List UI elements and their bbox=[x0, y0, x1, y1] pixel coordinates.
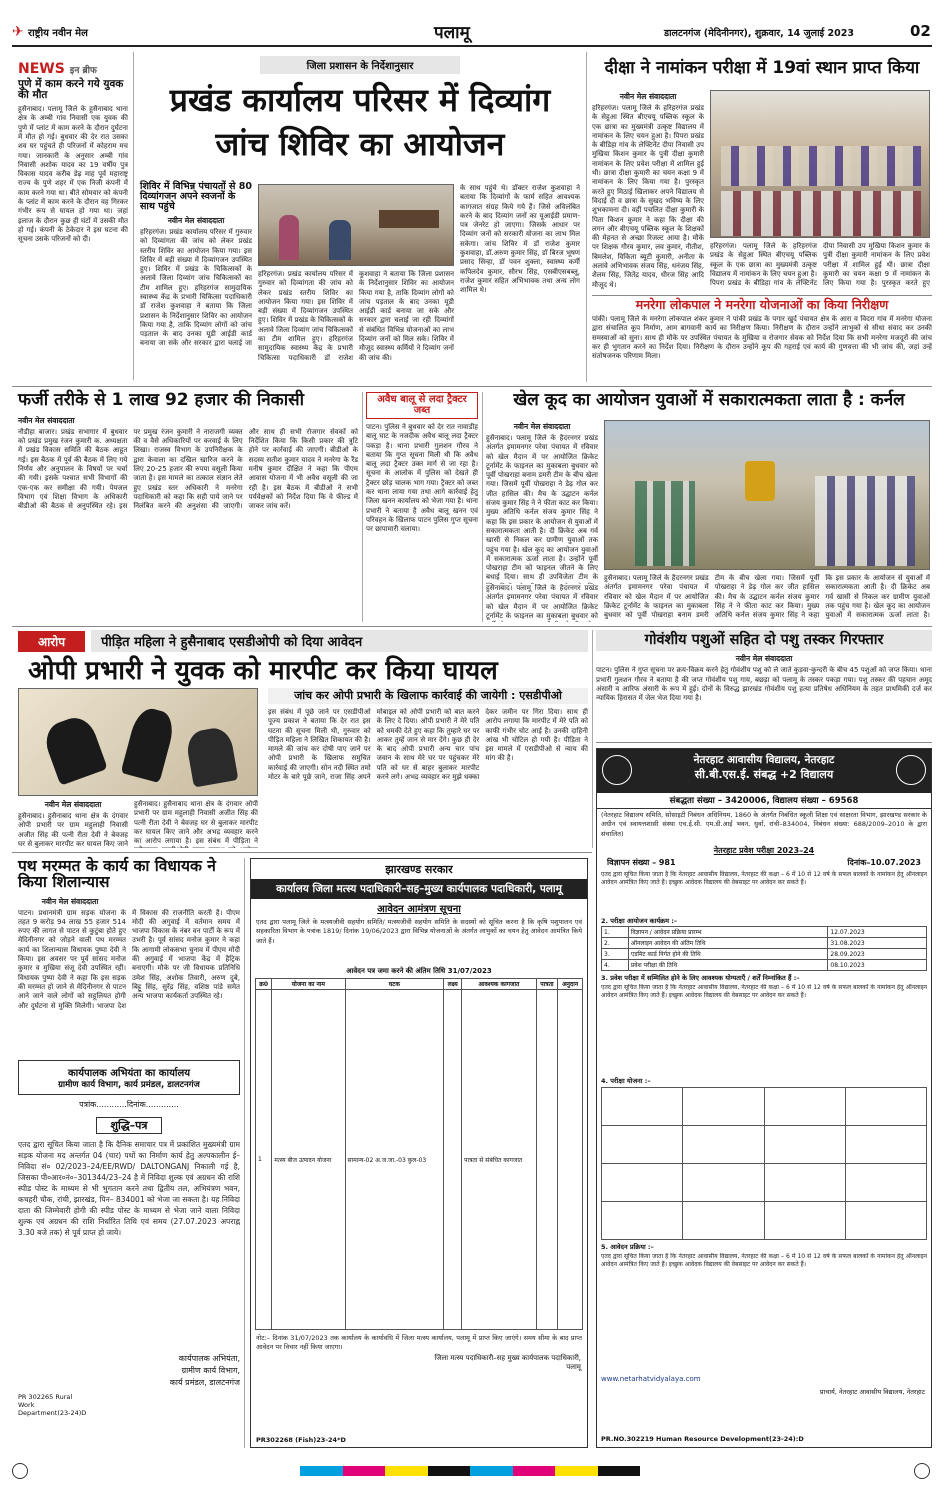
cattle-body: पाटन। पुलिस ने गुप्त सूचना पर क्रय-विक्रय करने हेतु गोवंशीय पशु को ले जाते कुड़वा-कुन्दरी के बीच 45 पशुओं को जप्त किया। थाना प्रभारी गुलशन गौरव ने बताया है की जप्त गोवंशीय पशु गाय, बछड़ा को पलामू के तस्कर पकड़ा गया। पशु तस्कर की पहचान अमूद अंसारी व आरिफ अंसारी के रूप में हुई। दोनों के विरुद्ध झारखंड गोवंशीय पशु हत्या प्रतिषेध अधिनियम के तहत प्राथमिकी दर्ज कर न्यायिक हिरासत में जेल भेज दिया गया है। bbox=[596, 666, 932, 703]
school-section3-body: एतद द्वारा सूचित किया जाता है कि नेतरहाट आवासीय विद्यालय, नेतरहाट की कक्षा – 6 में 10 से 12 वर्ष के सफल बालकों के नामांकन हेतु ऑनलाइन आवेदन आमंत्रित किए जाते हैं। इच्छुक आवेदक विद्यालय की वेबसाइट पर आवेदन कर सकते हैं। bbox=[601, 984, 927, 999]
fraud-body: नौडीहा बाजार। प्रखंड सभागार में बुधवार को प्रखंड प्रमुख रंजन कुमारी क. अध्यक्षता में प्रखंड विकास समिति की बैठक आहूत गई। इस बैठक में पूर्व की बैठक में लिए गये निर्णय और अनुपालन के विषयों पर चर्चा की गयी। इसके पश्चात सभी विभागों की एक-एक कर समीक्षा की गयी। पेयजल विभाग एवं शिक्षा विभाग के अधिकारी बीडीओ की बैठक से अनुपस्थित रहे। इस पर प्रमुख रंजन कुमारी ने नाराजगी व्यक्त की व वैसे अधिकारियों पर करवाई के लिए लिखा। राजस्व विभाग के उपनिरीक्षक के द्वारा केवाला का दखिल खारिज करने के लिए 20-25 हजार की रुपया वसूली किया जाता है। इस मामले का तत्काल संज्ञान लेते हुए प्रखंड स्तर अधिकारी ने मनरेगा पदाधिकारी को कहा कि सही पाये जाने पर निलंबित करने की अनुशंसा की जाएगी। और साथ ही सभी रोजगार सेवकों को निर्देशित किया कि किसी प्रकार की त्रुटि होने पर कार्रवाई की जाएगी। बीडीओ के सदस्य सतीश कुमार यादव ने मनरेगा के रैंड मनीष कुमार दीक्षित ने कहा कि पीएम आवास योजना में भी अवैध वसूली की जा रही है। इस बैठक में बीडीओ ने सभी पर्यवेक्षकों को निर्देश दिया कि वे फील्ड में जाकर जांच करें। bbox=[18, 427, 358, 511]
rural-sign-2: ग्रामीण कार्य विभाग, bbox=[181, 1366, 240, 1375]
rural-body: एतद द्वारा सूचित किया जाता है कि दैनिक समाचार पत्र में प्रकाशित मुख्यमंत्री ग्राम सड़क योजना मद अन्तर्गत 04 (चार) पथों का निर्माण कार्य हेतु अल्पकालीन ई–निविदा सं० 02/2023–24/EE/RWD/ DALTONGANJ निकाली गई है, जिसका पी०आर०नं०–301344/23–24 है में निविदा शुल्क एवं अग्रधन की राशि स्पीड पोस्ट के माध्यम से भी भुगतान करने तथा द्वितीय तल, अभियंत्रण भवन, कचहरी चौक, रांची, झारखंड, पिन– 834001 को भेजा जा सकता है। यह निविदा दाता की जिम्मेवारी होगी की स्पीड पोस्ट के माध्यम से भेजा जाने वाला निविदा शुल्क एवं अग्रधन की राशि निर्धारित तिथि एवं समय (27.07.2023 अपराह्न 3.30 बजे तक) से पूर्व प्राप्त हो जाये। bbox=[18, 1140, 240, 1237]
cattle-byline: नवीन मेल संवाददाता bbox=[735, 654, 793, 664]
rural-title: शुद्धि–पत्र bbox=[96, 1117, 163, 1134]
camp-body-col1: हरिहरगंज। प्रखंड कार्यालय परिसर में गुरुवार को दिव्यांगता की जांच को लेकर प्रखंड स्तरीय शिविर का आयोजन किया गया। इस शिविर में बड़ी संख्या में दिव्यांगजन उपस्थित हुए। शिविर में प्रखंड के चिकित्सकों के अलावे जिला दिव्यांग जांच चिकित्सकों का टीम शामिल हुए। हरिहरगंज सामुदायिक स्वास्थ्य केंद्र के प्रभारी चिकित्सा पदाधिकारी डॉ राजेश कुशवाहा ने बताया कि जिला प्रशासन के निर्देशानुसार शिविर का आयोजन किया गया है, ताकि दिव्यांग लोगों को जांच पड़ताल के बाद उनका यूडी आईडी कार्ड बनाया जा सके और सरकार द्वारा चलाई जा bbox=[140, 227, 252, 348]
camp-byline: नवीन मेल संवाददाता bbox=[167, 215, 225, 225]
sports-body-col1: हुसैनाबाद। पलामू जिले के हैदरनगर प्रखंड अंतर्गत इमामनगर परेवा पंचायत में रविवार को खेल मैदान में पर आयोजित क्रिकेट टूर्नामेंट के फाइनल का मुकाबला बुधवार को पूर्वी पोखराहा बनाम डमरी टीम के बीच खेला गया। जिसमें पूर्वी पोखराहा ने डेढ़ गोल कर जीत हासिल की। मैच के उद्घाटन कर्नल संजय कुमार सिंह ने ने फीता काट कर किया। मुख्य अतिथि कर्नल संजय कुमार सिंह ने कहा कि इस प्रकार के आयोजन से युवाओं में सकारात्मकता आती है। दी क्रिकेट अब गर्व खासी से निकल कर ग्रामीण युवाओं तक पहुंच गया है। खेल कूद का आयोजन युवाओं में सकारात्मक ऊर्जा लाता है। उन्होंने पूर्वी पोखराहा टीम को फाइनल जीतने के लिए बधाई दिया। साथ ही उपविजेता टीम के bbox=[486, 434, 598, 582]
camp-body-col3: के साथ पहुंचे थे। डॉक्टर राजेश कुशवाहा ने बताया कि दिव्यांगों के फार्म सहित आवश्यक कागजात संग्रह किये गये हैं। जिसे अविलंबित करने के बाद दिव्यांग जनों का यूआईडी प्रमाण-पत्र जेनरेट हो जाएगा। जिसके आधार पर दिव्यांग जनों को सरकारी योजना का लाभ मिल सकेगा। जांच शिविर में डॉ राजेश कुमार कुशवाहा, डॉ.अरुण कुमार सिंह, डॉ बिरज भूषण प्रसाद सिन्हा, डॉ पवन शुक्ला, स्वास्थ्य कर्मी कपिलदेव कुमार, सौरभ सिंह, एसबीएसबब्लू, राजेश कुमार सहित अभिभावक तथा अन्य लोग शामिल थे। bbox=[460, 184, 580, 295]
diksha-body-col1: हरिहरगंज। पलामू जिले के हरिहरगंज प्रखंड के सेहुआ स्थित बीएचयू पब्लिक स्कूल के एक छात्रा का मुख्यमंत्री उत्कृष्ट विद्यालय में नामांकन के लिए चयन हुआ है। पिपरा प्रखंड के बीडिहा गांव के लेफ्टिनेंट दीपा निवासी उप मुखिया किशन कुमार के पुत्री दीक्षा कुमारी नामांकन के लिए प्रवेश परीक्षा में शामिल हुई थी। छात्रा दीक्षा कुमारी का चयन कक्षा 9 में नामांकन के लिए किया गया है। पुरस्कृत करते हुए मिठाई खिलाकर अपने विद्यालय से विदाई दी व छात्रा के सुखद भविष्य के लिए शुभकामना दी। वहीं पचलित दीक्षा कुमारी के पिता किशन कुमार ने कहा कि दीक्षा की लगन और बीएचयू पब्लिक स्कूल के शिक्षकों की मेहनत से अच्छा रिजल्ट आया है। मौके पर शिक्षक गौरव कुमार, लव कुमार, नीतीश, बिमलेश, विकिता ब्यूटी कुमारी, अनीता के अलावे अभिभावक संजय सिंह, धनंजय सिंह, शैलम सिंह, जितेंद्र यादव, धीरज सिंह आदि मौजूद थे। bbox=[592, 104, 704, 289]
sports-story bbox=[486, 392, 932, 622]
camp-photo bbox=[258, 184, 454, 266]
camp-kicker: जिला प्रशासन के निर्देशानुसार bbox=[260, 56, 460, 74]
rural-letter-line: पत्रांक............दिनांक............. bbox=[79, 1100, 179, 1109]
op-kicker: पीड़ित महिला ने हुसैनाबाद एसडीओपी को दिया आवेदन bbox=[91, 630, 588, 652]
fish-govt: झारखण्ड सरकार bbox=[385, 863, 453, 876]
page-number: 02 bbox=[910, 22, 931, 40]
mgnrega-story bbox=[592, 298, 932, 382]
cattle-story bbox=[596, 630, 932, 738]
camp-body-col2: हरिहरगंज। प्रखंड कार्यालय परिसर में गुरुवार को दिव्यांगता की जांच को लेकर प्रखंड स्तरीय शिविर का आयोजन किया गया। इस शिविर में बड़ी संख्या में दिव्यांगजन उपस्थित हुए। शिविर में प्रखंड के चिकित्सकों के अलावे जिला दिव्यांग जांच चिकित्सकों का टीम शामिल हुए। हरिहरगंज सामुदायिक स्वास्थ्य केंद्र के प्रभारी चिकित्सा पदाधिकारी डॉ राजेश कुशवाहा ने बताया कि जिला प्रशासन के निर्देशानुसार शिविर का आयोजन किया गया है, ताकि दिव्यांग लोगों को जांच पड़ताल के बाद उनका यूडी आईडी कार्ड बनाया जा सके और सरकार द्वारा चलाई जा रही दिव्यांगों से संबंधित विभिन्न योजनाओं का लाभ दिव्यांग जनों को मिल सके। शिविर में मौजूद स्वास्थ्य कर्मियों ने दिव्यांग जनों की जांच की। bbox=[258, 270, 454, 362]
diksha-headline: दीक्षा ने नामांकन परीक्षा में 19वां स्थान प्राप्त किया bbox=[604, 58, 920, 78]
op-subhead: जांच कर ओपी प्रभारी के खिलाफ कार्रवाई की जायेगी : एसडीपीओ bbox=[268, 688, 588, 704]
school-title2: सी.बी.एस.ई. संबद्ध +2 विद्यालय bbox=[694, 768, 834, 781]
school-crest-icon bbox=[896, 755, 926, 785]
diksha-photo bbox=[710, 90, 930, 238]
registration-mark-icon bbox=[914, 1463, 930, 1479]
fraud-byline: नवीन मेल संवाददाता bbox=[18, 415, 75, 425]
op-byline: नवीन मेल संवाददाता bbox=[44, 800, 102, 809]
school-pr: PR.NO.302219 Human Resource Development(23-24):D bbox=[601, 1435, 804, 1443]
school-exam: नेतरहाट प्रवेश परीक्षा 2023–24 bbox=[713, 846, 815, 855]
op-body-col2: हुसैनाबाद। हुसैनाबाद थाना क्षेत्र के दंगवार ओपी प्रभारी पर ग्राम महुलाही निवासी अजीत सिंह की पत्नी रीता देवी ने बेवजह घर से बुलाकर मारपीट कर घायल किए जाने और अभद्र व्यवहार करने का आरोप लगाया है। इस संबंध में पीड़िता ने bbox=[134, 800, 258, 846]
rural-sign-1: कार्यपालक अभियंता, bbox=[178, 1354, 240, 1363]
road-story bbox=[18, 858, 240, 1054]
fish-deadline: आवेदन पत्र जमा करने की अंतिम तिथि 31/07/2023 bbox=[346, 967, 492, 975]
op-story bbox=[18, 630, 588, 848]
school-intro: एतद द्वारा सूचित किया जाता है कि नेतरहाट आवासीय विद्यालय, नेतरहाट की कक्षा – 6 में 10 से 12 वर्ष के सफल बालकों के नामांकन हेतु ऑनलाइन आवेदन आमंत्रित किए जाते हैं। इच्छुक आवेदक विद्यालय की वेबसाइट पर आवेदन कर सकते हैं। bbox=[601, 871, 927, 886]
school-org: (नेतरहाट विद्यालय समिति, सोसाइटी निबंधन अधिनियम, 1860 के अंतर्गत निबंधित स्कूली शिक्षा एवं साक्षरता विभाग, झारखण्ड सरकार के अधीन एवं स्वायत्तशासी संस्था एच.ई.सी. एम.डी.आई भवन, धुर्वा, रांची–834004, निबंधन संख्या: 688/2009–2010 के द्वारा संचालित) bbox=[601, 811, 927, 838]
fraud-story bbox=[18, 392, 358, 622]
fish-office: कार्यालय जिला मत्स्य पदाधिकारी–सह–मुख्य कार्यपालक पदाधिकारी, पलामू bbox=[251, 879, 587, 899]
road-byline: नवीन मेल संवाददाता bbox=[41, 896, 99, 906]
paper-name: राष्ट्रीय नवीन मेल bbox=[28, 28, 88, 39]
diksha-body-col2: हरिहरगंज। पलामू जिले के हरिहरगंज प्रखंड के सेहुआ स्थित बीएचयू पब्लिक स्कूल के एक छात्रा का मुख्यमंत्री उत्कृष्ट विद्यालय में नामांकन के लिए चयन हुआ है। पिपरा प्रखंड के बीडिहा गांव के लेफ्टिनेंट दीपा निवासी उप मुखिया किशन कुमार के पुत्री दीक्षा कुमारी नामांकन के लिए प्रवेश परीक्षा में शामिल हुई थी। छात्रा दीक्षा कुमारी का चयन कक्षा 9 में नामांकन के लिए किया गया है। पुरस्कृत करते हुए bbox=[710, 242, 930, 288]
school-ad bbox=[596, 748, 932, 1448]
fish-pr: PR302268 (Fish)23-24*D bbox=[256, 1436, 346, 1444]
news-tag-suffix: इन ब्रीफ bbox=[69, 66, 97, 76]
school-schedule-table: 1. विज्ञापन / आवेदन प्रक्रिया प्रारम्भ 12.07.2023 2. ऑनलाइन आवेदन की अंतिम तिथि 31.08.2023 3. एडमिट कार्ड निर्गत होने की तिथि 28.09.2023 4. प्रवेश परीक्षा की तिथि 08.10.2023 bbox=[601, 926, 927, 971]
masthead bbox=[12, 20, 932, 44]
fish-ad bbox=[250, 858, 588, 1448]
school-website[interactable]: www.netarhatvidyalaya.com bbox=[601, 1375, 701, 1383]
rural-dept: ग्रामीण कार्य विभाग, कार्य प्रमंडल, डालटनगंज bbox=[58, 1080, 200, 1090]
sports-headline: खेल कूद का आयोजन युवाओं में सकारात्मकता लाता है : कर्नल bbox=[513, 390, 905, 410]
camp-story bbox=[140, 52, 580, 382]
fish-scheme-table: क्र0 योजना का नाम घटक लक्ष्य आवश्यक कागजात पात्रता अनुदान 1 मत्स्य बीज उत्पादन योजना सामान्य-02 अ.ज.जा.-03 कुल-03 पात्रता से संबंधित कागजात bbox=[255, 978, 583, 1330]
masthead-rule bbox=[12, 45, 932, 47]
fish-title: आवेदन आमंत्रण सूचना bbox=[377, 904, 461, 915]
school-section3: 3. प्रवेश परीक्षा में सम्मिलित होने के लिए आवश्यक योग्यताएँ / शर्तें निम्नांकित हैं :– bbox=[601, 974, 800, 982]
brief-body: हुसैनाबाद। पलामू जिले के हुसैनाबाद थाना क्षेत्र के अम्बी गांव निवासी एक युवक की पुणे में प्लांट में काम करने के दौरान दुर्घटना में मौत हो गई। बुधवार की देर रात उसका शव घर पहुंचते ही परिजनों में कोहराम मच गया। जानकारी के अनुसार अम्बी गांव निवासी अशोक यादव का 19 वर्षीय पुत्र विकास यादव करीब डेढ़ माह पूर्व महाराष्ट्र राज्य के पुणे शहर में एक निजी कंपनी में काम करने गया था। बीते सोमवार को कंपनी के प्लांट में काम करने के दौरान वह गिरकर गंभीर रूप से घायल हो गया था। जहां इलाज के दौरान कुछ ही घंटों में उसकी मौत हो गई। कंपनी के ठेकेदार ने इस घटना की सूचना उसके परिजनों को दी। bbox=[18, 105, 128, 244]
fraud-headline: फर्जी तरीके से 1 लाख 92 हजार की निकासी bbox=[18, 390, 305, 410]
school-title1: नेतरहाट आवासीय विद्यालय, नेतरहाट bbox=[693, 754, 835, 766]
diksha-story bbox=[592, 60, 932, 292]
mgnrega-headline: मनरेगा लोकपाल ने मनरेगा योजनाओं का किया निरीक्षण bbox=[635, 297, 889, 312]
rural-pr: PR 302265 Rural Work Department(23-24)D bbox=[18, 1393, 87, 1417]
bird-logo-icon: ✈ bbox=[12, 24, 24, 40]
op-tag: आरोप bbox=[18, 631, 85, 652]
rural-office: कार्यपालक अभियंता का कार्यालय bbox=[67, 1068, 191, 1079]
school-exam-plan-table bbox=[601, 1087, 927, 1240]
sports-body-col1-end: हुसैनाबाद। पलामू जिले के हैदरनगर प्रखंड अंतर्गत इमामनगर परेवा पंचायत में रविवार को खेल मैदान में पर आयोजित क्रिकेट टूर्नामेंट के फाइनल का मुकाबला बुधवार को bbox=[486, 584, 598, 620]
school-section4: 4. परीक्षा योजना :– bbox=[601, 1077, 651, 1085]
diksha-byline: नवीन मेल संवाददाता bbox=[619, 92, 677, 101]
section-title: पलामू bbox=[434, 23, 470, 43]
school-section5: 5. आवेदन प्रक्रिया :– bbox=[601, 1243, 654, 1251]
fish-intro: एतद द्वारा पलामू जिले के मत्स्यजीवी सहयोग समिति/ मत्स्यजीवी सहयोग समिति के सदस्यों को सूचित करना है कि कृषि पशुपालन एवं सहकारिता विभाग के पत्रांक 1819/ दिनांक 19/06/2023 द्वारा विभिन्न योजनाओं के अंतर्गत लाभुकों का चयन हेतु आवेदन आमंत्रित किये जाते हैं। bbox=[256, 918, 582, 945]
camp-deck: शिविर में विभिन्न पंचायतों से 80 दिव्यांगजन अपने स्वजनों के साथ पहुंचे bbox=[140, 181, 252, 212]
sports-photo bbox=[604, 420, 930, 570]
sand-body: पाटन। पुलिस ने बुधवार को देर रात नावाडीह बालू घाट के नजदीक अवैध बालू लदा ट्रैक्टर पकड़ा है। थाना प्रभारी गुलशन गौरव ने बताया कि गुप्त सूचना मिली थी कि अवैध बालू लदा ट्रैक्टर उक्त मार्ग से जा रहा है। सूचना के आलोक में पुलिस को देखते ही ट्रैक्टर छोड़ चालक भाग गया। ट्रैक्टर को जब्त कर थाना लाया गया तथा आगे कार्रवाई हेतु जिला खनन कार्यालय को भेजा गया है। थाना प्रभारी ने बताया है अवैध बालू खनन एवं परिवहन के खिलाफ पाटन पुलिस गुप्त सूचना पर छापामारी चलाया। bbox=[366, 423, 478, 534]
registration-mark-icon bbox=[12, 1463, 28, 1479]
camp-headline: प्रखंड कार्यालय परिसर में दिव्यांग जांच शिविर का आयोजन bbox=[169, 81, 551, 163]
op-headline: ओपी प्रभारी ने युवक को मारपीट कर किया घायल bbox=[28, 656, 498, 686]
op-illustration bbox=[18, 688, 258, 796]
school-advt-no: विज्ञापन संख्या – 981 bbox=[607, 858, 676, 867]
op-body-col1: हुसैनाबाद। हुसैनाबाद थाना क्षेत्र के दंगवार ओपी प्रभारी पर ग्राम महुलाही निवासी अजीत सिंह की पत्नी रीता देवी ने बेवजह घर से बुलाकर मारपीट कर घायल किए जाने bbox=[18, 812, 128, 848]
fish-footer: नोट:– दिनांक 31/07/2023 तक कार्यालय के कार्यावधि में जिला मत्स्य कार्यालय, पलामू में प्राप्त किए जाएंगे। समय सीमा के बाद प्राप्त आवेदन पर विचार नहीं किया जाएगा। bbox=[256, 1334, 582, 1352]
mgnrega-body: पांकी। पलामू जिले के मनरेगा लोकपाल शंकर कुमार ने पांकी प्रखंड के पगार खुर्द पंचायत क्षेत्र के आरा व विदरा गांव में मनरेगा योजना द्वारा संचालित कूप निर्माण, आम बागवानी कार्य का निरीक्षण किया। निरीक्षण के दौरान उन्होंने लाभुकों से सीधा संवाद कर उनकी समस्याओं को सुना। साथ ही मौके पर उपस्थित पंचायत के मुखिया व रोजगार सेवक को निर्देश दिया कि सभी मनरेगा मजदूरों की जांच कर ही भुगतान करने का निर्देश दिया। निरीक्षण के दौरान उन्होंने कूप की गहराई एवं कार्य की गुणवत्ता की भी जांच की, जहां उन्हें संतोषजनक परिणाम मिला। bbox=[592, 315, 932, 361]
news-brief bbox=[18, 58, 128, 378]
rural-work-ad bbox=[18, 1060, 240, 1448]
cattle-headline: गोवंशीय पशुओं सहित दो पशु तस्कर गिरफ्तार bbox=[596, 630, 932, 651]
dateline: डालटनगंज (मेदिनीनगर), शुक्रवार, 14 जुलाई 2023 bbox=[664, 28, 854, 39]
road-body: पाटन। प्रधानमंत्री ग्राम सड़क योजना के तहत 9 करोड़ 94 लाख 55 हजार 514 रुपए की लागत से पाटन से कुटुंबा होते हुए मेदिनीनगर को जोड़ने वाली पथ मरम्मत कार्य का शिलान्यास विधायक पुष्पा देवी ने किया। इस अवसर पर पूर्व सांसद मनोज कुमार व मुखिया संजू देवी उपस्थित रहीं। विधायक पुष्पा देवी ने कहा कि इस सड़क की मरम्मत हो जाने से मेदिनीनगर से पाटन आने जाने वाले लोगों को सहूलियत होगी और दुर्घटना से मुक्ति मिलेगी। भाजपा देश में विकास की राजनीति करती है। पीएम मोदी की अगुवाई में वर्तमान समय में भाजपा विकास के नंबर वन पार्टी के रूप में उभरी है। पूर्व सांसद मनोज कुमार ने कहा कि आगामी लोकसभा चुनाव में पीएम मोदी की अगुवाई में भाजपा केंद्र में हैट्रिक बनाएगी। मौके पर जी विधायक प्रतिनिधि उमेश सिंह, अशोक तिवारी, अरुण दुबे, बिट्टू सिंह, सुरेंद्र सिंह, वशिष्ठ पांडे समेत अन्य भाजपा कार्यकर्ता उपस्थित रहे। bbox=[18, 908, 240, 1010]
road-headline: पथ मरम्मत के कार्य का विधायक ने किया शिलान्यास bbox=[18, 857, 216, 892]
school-sign: प्राचार्य, नेतरहाट आवासीय विद्यालय, नेतरहाट bbox=[819, 1388, 925, 1396]
color-bar bbox=[300, 1466, 640, 1476]
rural-sign-3: कार्य प्रमंडल, डालटनगंज bbox=[169, 1378, 240, 1387]
school-advt-date: दिनांक–10.07.2023 bbox=[847, 858, 921, 867]
sports-body-col2: हुसैनाबाद। पलामू जिले के हैदरनगर प्रखंड अंतर्गत इमामनगर परेवा पंचायत में रविवार को खेल मैदान में पर आयोजित क्रिकेट टूर्नामेंट के फाइनल का मुकाबला बुधवार को पूर्वी पोखराहा बनाम डमरी टीम के बीच खेला गया। जिसमें पूर्वी पोखराहा ने डेढ़ गोल कर जीत हासिल की। मैच के उद्घाटन कर्नल संजय कुमार सिंह ने ने फीता काट कर किया। मुख्य अतिथि कर्नल संजय कुमार सिंह ने कहा कि इस प्रकार के आयोजन से युवाओं में सकारात्मकता आती है। दी क्रिकेट अब गर्व खासी से निकल कर ग्रामीण युवाओं तक पहुंच गया है। खेल कूद का आयोजन युवाओं में सकारात्मक ऊर्जा लाता है। bbox=[604, 574, 930, 620]
school-emblem-icon bbox=[602, 755, 632, 785]
sports-byline: नवीन मेल संवाददाता bbox=[513, 422, 571, 431]
news-tag: NEWS bbox=[18, 61, 65, 77]
sand-kicker: अवैध बालू से लदा ट्रैक्टर जब्त bbox=[366, 392, 478, 419]
fish-sign: जिला मत्स्य पदाधिकारी–सह मुख्य कार्यपालक पदाधिकारी, पलामू bbox=[434, 1354, 581, 1371]
school-section2: 2. परीक्षा आयोजन कार्यक्रम :– bbox=[601, 917, 678, 925]
brief-headline: पुणे में काम करने गये युवक की मौत bbox=[18, 78, 124, 102]
op-body-right: इस संबंध में पूछे जाने पर एसडीपीओ पूज्य प्रकाश ने बताया कि देर रात इस घटना की सूचना मिली थी, गुरुवार को पीड़ित महिला ने लिखित शिकायत की है। मामले की जांच कर दोषी पाए जाने पर ओपी प्रभारी के खिलाफ समुचित कार्रवाई की जाएगी। सोन नदी स्थित तमो मोटर के बारे पूछे जाने, राजा सिंह अपने मोबाइल को ओपी प्रभारी को बात करने के लिए दे दिया। ओपी प्रभारी ने मेरे पति को धमकी देते हुए कहा कि तुम्हारे घर पर आकर तुम्हें जान से मार देंगे। कुछ ही देर के बाद ओपी प्रभारी अन्य चार पांच जवान के साथ मेरे घर पर पहुंचकर मेरे पति को घर से बाहर बुलाकर मारपीट करने लगे। अभद्र व्यवहार कर मुझे धक्का देकर जमीन पर गिरा दिया। साथ ही आरोप लगाया कि मारपीट में मेरे पति को काफी गंभीर चोट आई है। उनकी दाहिनी आंख भी चोटिल हो गयी है। पीड़िता ने इस मामले में एसडीपीओ से न्याय की मांग की है। bbox=[268, 708, 588, 782]
school-section5-body: एतद द्वारा सूचित किया जाता है कि नेतरहाट आवासीय विद्यालय, नेतरहाट की कक्षा – 6 में 10 से 12 वर्ष के सफल बालकों के नामांकन हेतु ऑनलाइन आवेदन आमंत्रित किए जाते हैं। इच्छुक आवेदक विद्यालय की वेबसाइट पर आवेदन कर सकते हैं। bbox=[601, 1253, 927, 1268]
sand-story bbox=[366, 392, 478, 622]
school-title3: संबद्धता संख्या – 3420006, विद्यालय संख्या – 69568 bbox=[597, 793, 931, 809]
